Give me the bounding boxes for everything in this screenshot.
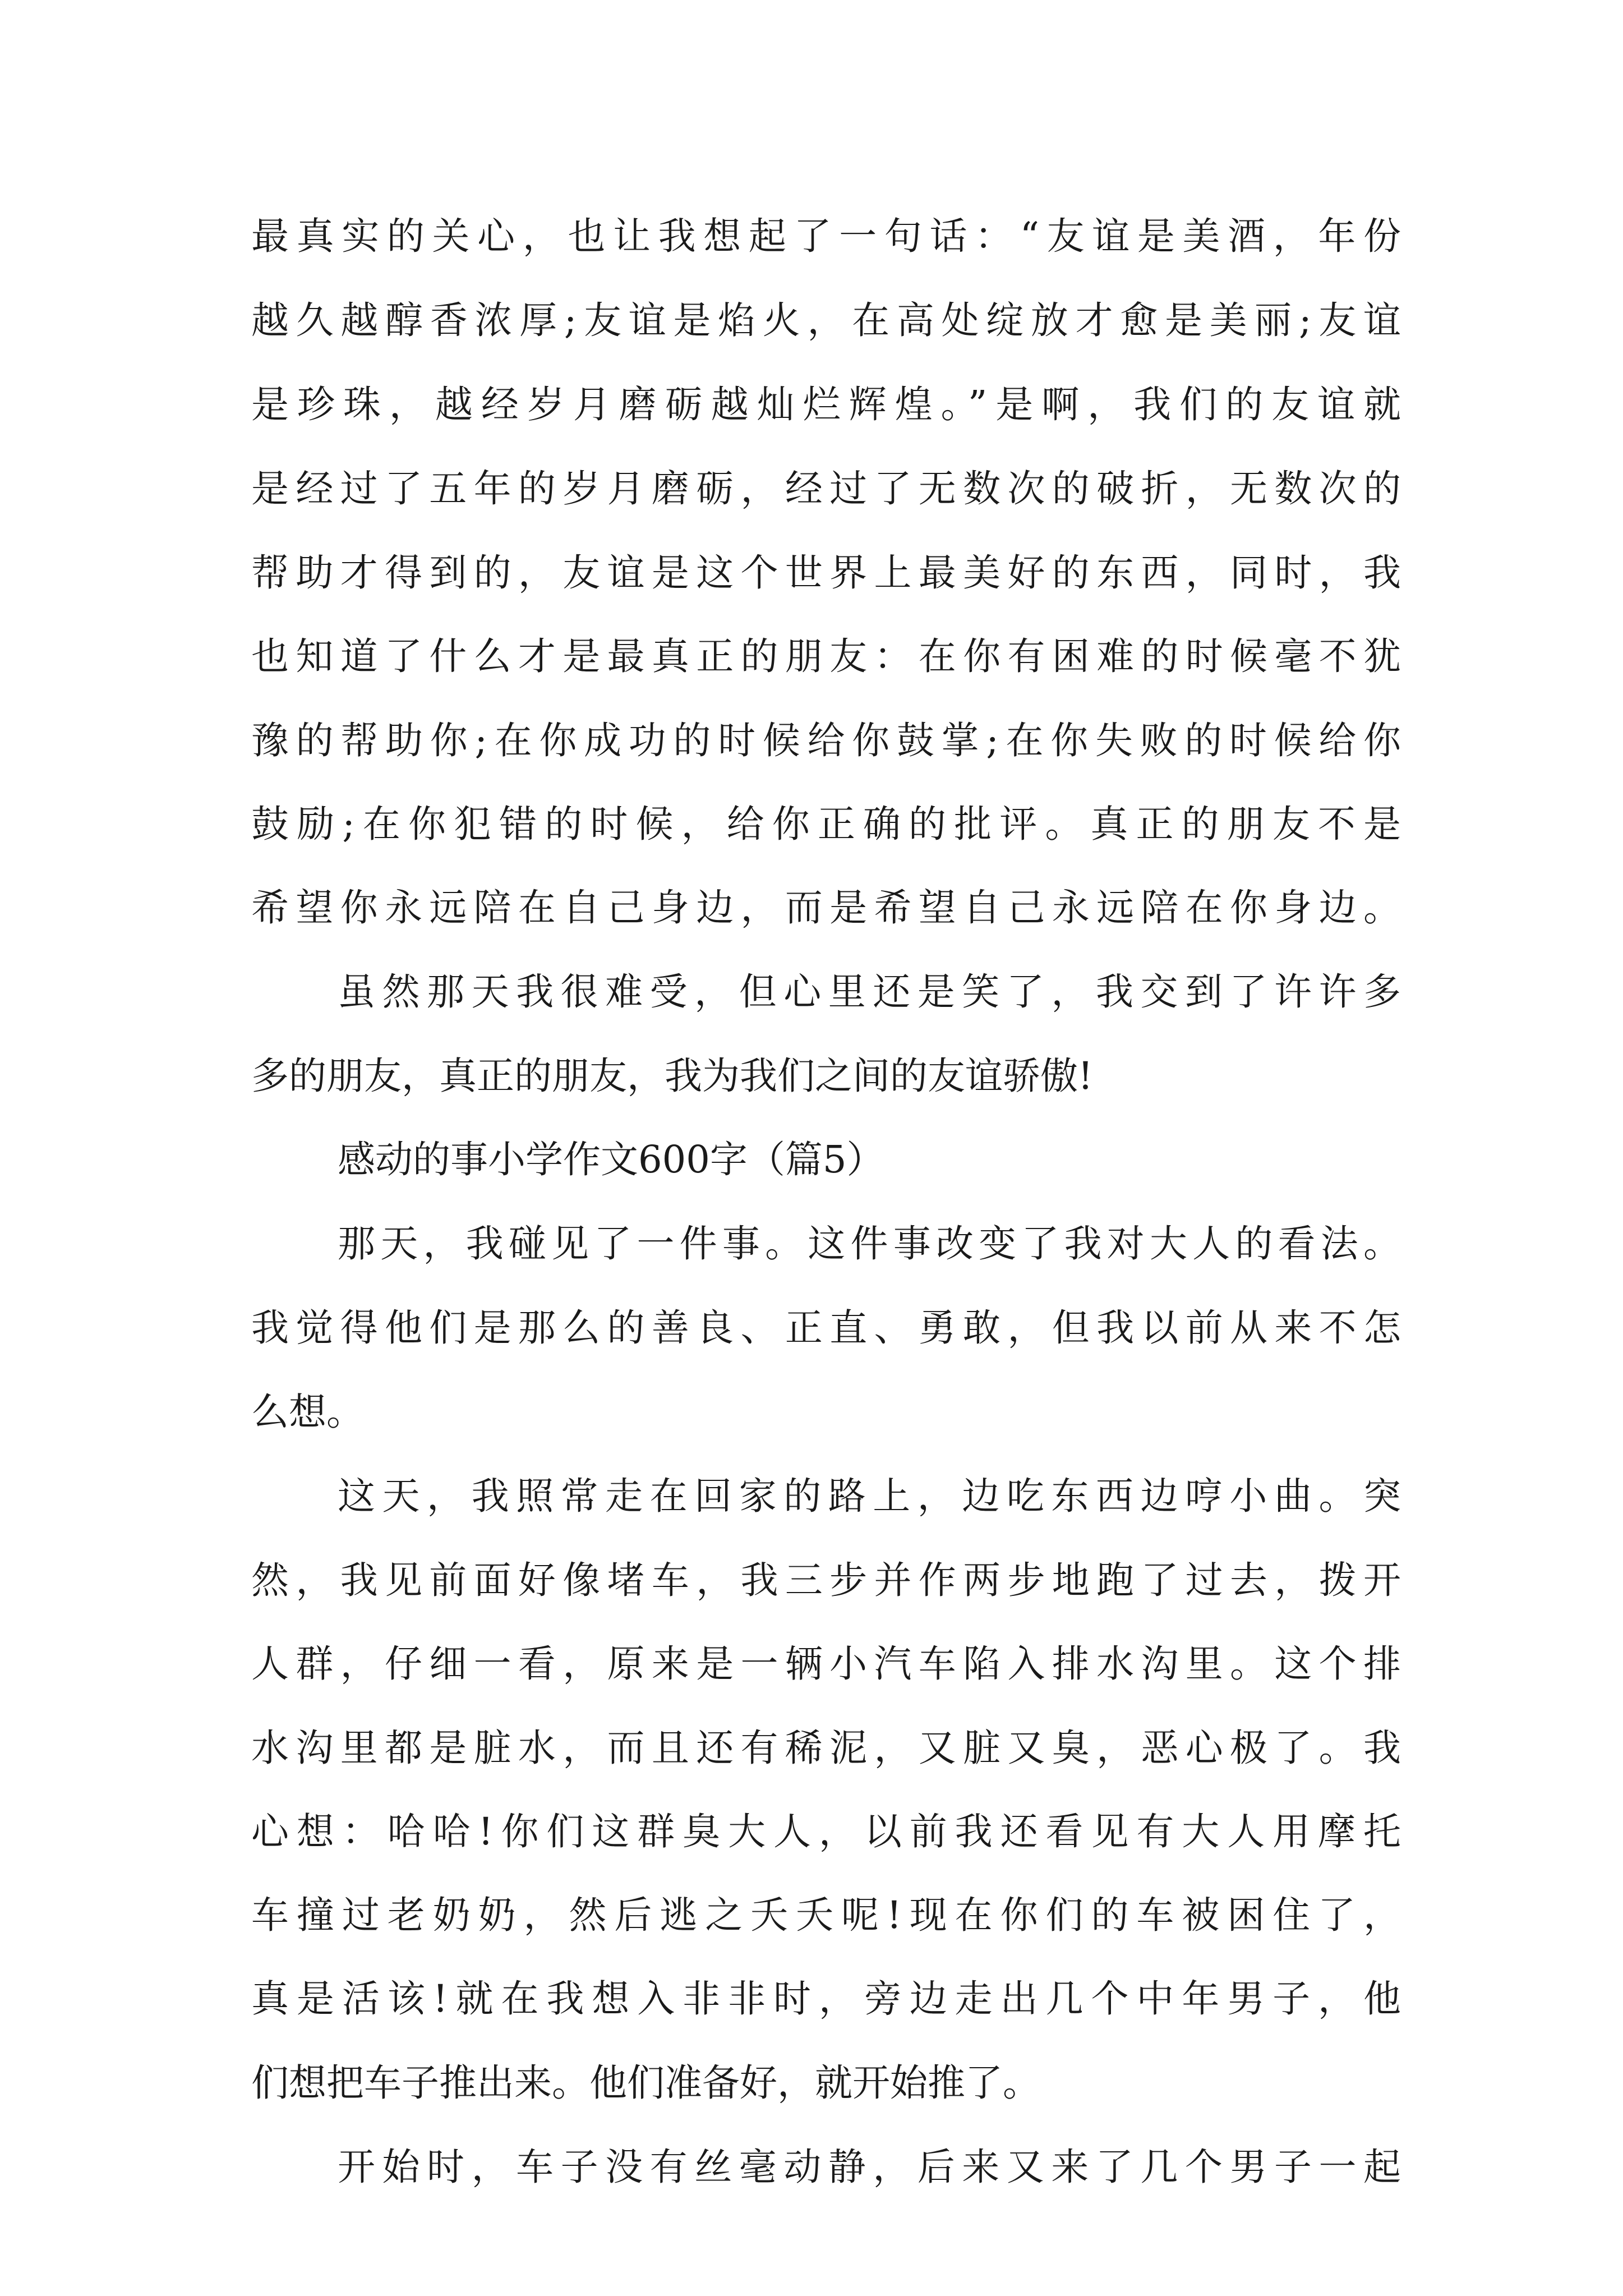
paragraph-first-line: 这天，我照常走在回家的路上，边吃东西边哼小曲。突 — [338, 1474, 1401, 1518]
text-line: 我觉得他们是那么的善良、正直、勇敢，但我以前从来不怎 — [251, 1306, 1401, 1350]
text-line: 然，我见前面好像堵车，我三步并作两步地跑了过去，拨开 — [251, 1558, 1401, 1602]
text-line: 心想：哈哈!你们这群臭大人，以前我还看见有大人用摩托 — [251, 1810, 1401, 1853]
text-line: 水沟里都是脏水，而且还有稀泥，又脏又臭，恶心极了。我 — [251, 1726, 1401, 1770]
text-line: 帮助才得到的，友谊是这个世界上最美好的东西，同时，我 — [251, 551, 1401, 595]
text-line: 真是活该!就在我想入非非时，旁边走出几个中年男子，他 — [251, 1977, 1401, 2021]
paragraph-first-line: 那天，我碰见了一件事。这件事改变了我对大人的看法。 — [338, 1222, 1401, 1266]
text-line: 越久越醇香浓厚;友谊是焰火，在高处绽放才愈是美丽;友谊 — [251, 298, 1401, 342]
text-line: 是经过了五年的岁月磨砺，经过了无数次的破折，无数次的 — [251, 467, 1401, 510]
section-heading: 感动的事小学作文600字（篇5） — [338, 1138, 884, 1181]
text-line: 人群，仔细一看，原来是一辆小汽车陷入排水沟里。这个排 — [251, 1642, 1401, 1686]
text-line: 是珍珠，越经岁月磨砺越灿烂辉煌。”是啊，我们的友谊就 — [251, 383, 1401, 426]
text-line: 豫的帮助你;在你成功的时候给你鼓掌;在你失败的时候给你 — [251, 719, 1401, 762]
text-line: 多的朋友，真正的朋友，我为我们之间的友谊骄傲! — [251, 1054, 1093, 1098]
text-line: 车撞过老奶奶，然后逃之夭夭呢!现在你们的车被困住了， — [251, 1893, 1401, 1937]
text-line: 也知道了什么才是最真正的朋友：在你有困难的时候毫不犹 — [251, 634, 1401, 678]
text-line: 最真实的关心，也让我想起了一句话：“友谊是美酒，年份 — [251, 214, 1401, 258]
text-line: 鼓励;在你犯错的时候，给你正确的批评。真正的朋友不是 — [251, 802, 1401, 846]
text-line: 希望你永远陪在自己身边，而是希望自己永远陪在你身边。 — [251, 886, 1401, 930]
text-line: 们想把车子推出来。他们准备好，就开始推了。 — [251, 2061, 1040, 2105]
paragraph-first-line: 虽然那天我很难受，但心里还是笑了，我交到了许许多 — [338, 970, 1401, 1014]
text-line: 么想。 — [251, 1390, 364, 1434]
paragraph-first-line: 开始时，车子没有丝毫动静，后来又来了几个男子一起 — [338, 2145, 1401, 2189]
